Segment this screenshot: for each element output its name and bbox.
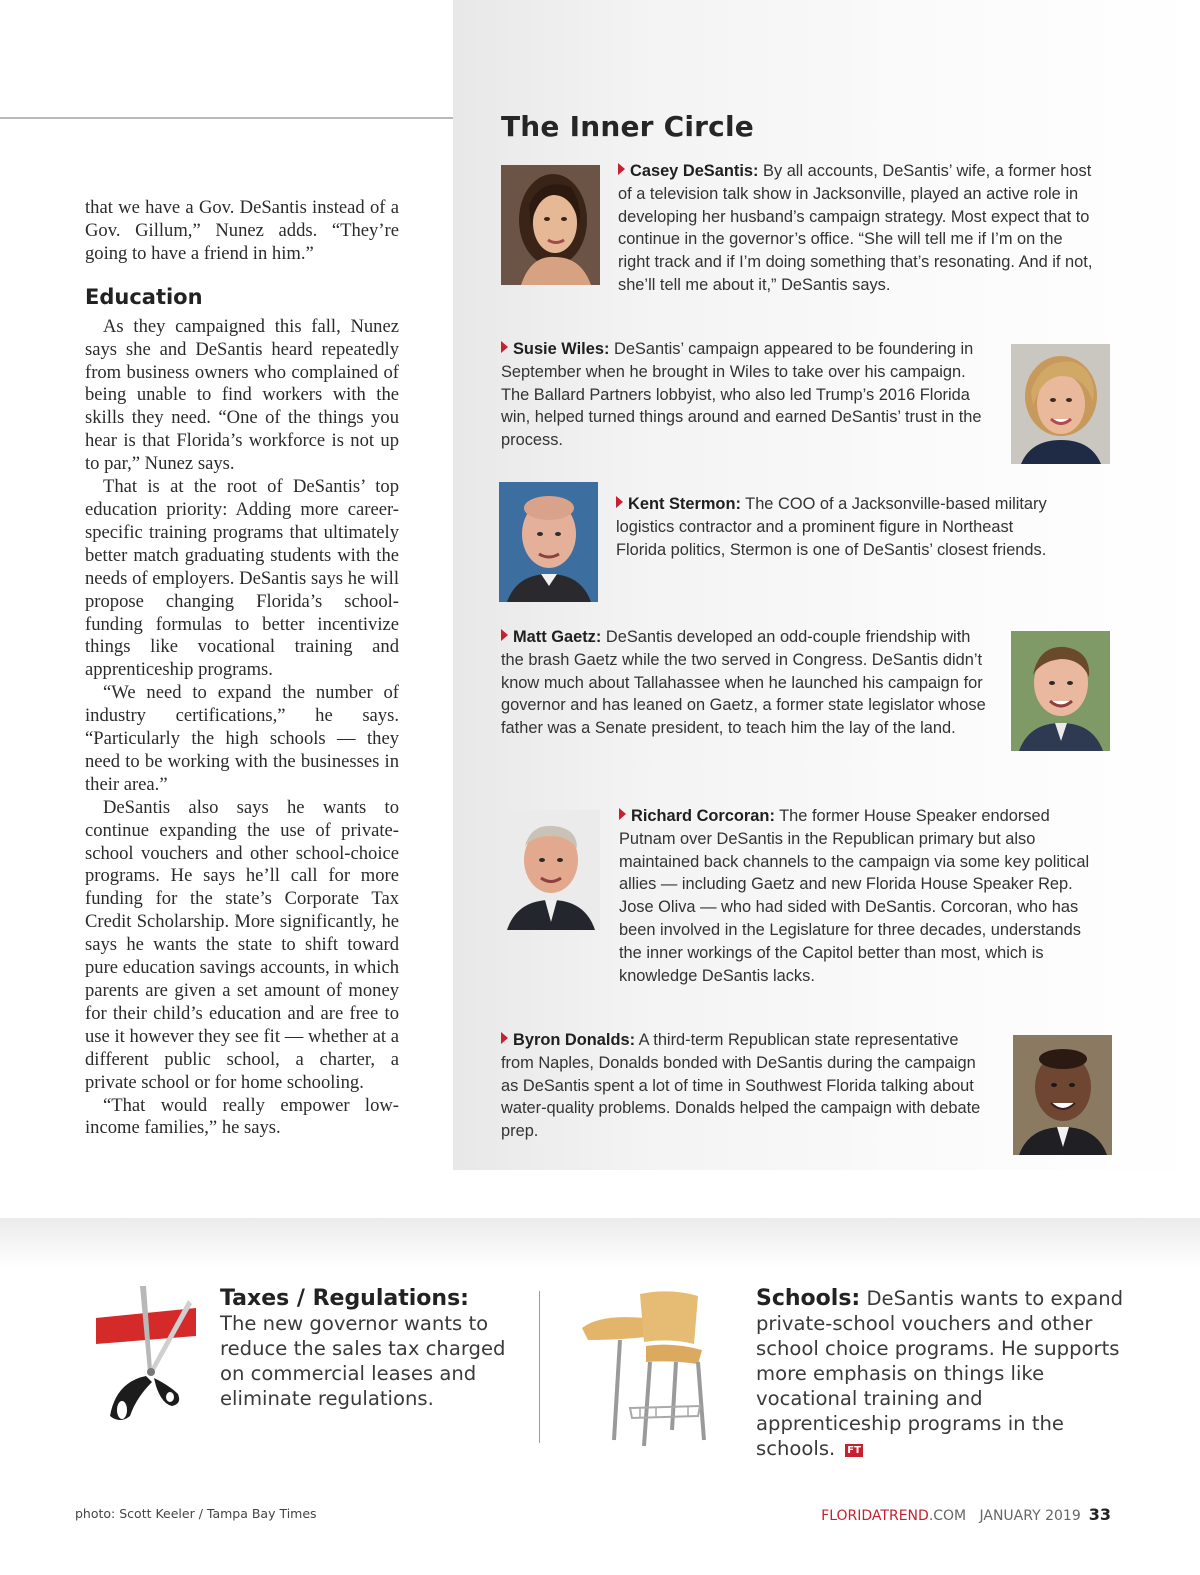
entry-text: DeSantis developed an odd-couple friendship with the brash Gaetz while the two served in Congress. DeSantis didn’t know much about Tallahassee when he launched his campaign for governor and has leaned on Gaetz, a former state legislator whose father was a Senate president, to teach him the lay of the land. [501, 628, 986, 738]
entry-kent-stermon [616, 493, 1056, 561]
entry-name: Casey DeSantis: [630, 162, 759, 180]
article-paragraph: That is at the root of DeSantis’ top education priority: Adding more career-specific training programs that ultimately better match graduating students with the needs of employers. DeSantis says he will propose changing Florida’s school-funding formulas to better incentivize things like vocational training and apprenticeship programs. [85, 476, 399, 681]
entry-casey-desantis [618, 160, 1093, 297]
top-rule [0, 117, 453, 119]
school-desk-icon [580, 1290, 730, 1450]
triangle-bullet-icon [616, 496, 623, 508]
section-heading: Education [85, 284, 203, 309]
portrait-casey-desantis [501, 165, 600, 285]
site-name[interactable]: FLORIDATREND [821, 1508, 929, 1524]
schools-block [756, 1286, 1126, 1461]
entry-matt-gaetz [501, 626, 986, 740]
portrait-richard-corcoran [501, 810, 600, 930]
triangle-bullet-icon [501, 629, 508, 641]
article-paragraph: As they campaigned this fall, Nunez says she and DeSantis heard repeatedly from business owners who complained of being unable to find workers with the skills they need. “One of the things you hear is that Florida’s workforce is not up to par,” Nunez says. [85, 315, 399, 475]
ft-logo: FT [847, 1445, 861, 1456]
scissors-ribbon-icon [96, 1286, 196, 1426]
bottom-band [0, 1218, 1200, 1268]
entry-name: Richard Corcoran: [631, 807, 775, 825]
portrait-susie-wiles [1011, 344, 1110, 464]
sidebar-title: The Inner Circle [501, 110, 754, 143]
schools-heading: Schools: [756, 1286, 861, 1311]
taxes-block [220, 1286, 520, 1411]
portrait-matt-gaetz [1011, 631, 1110, 751]
entry-name: Byron Donalds: [513, 1031, 636, 1049]
triangle-bullet-icon [501, 341, 508, 353]
entry-text: A third-term Republican state representative from Naples, Donalds bonded with DeSantis during the campaign as DeSantis spent a lot of time in Southwest Florida talking about water-quality problems. Donalds helped the campaign with debate prep. [501, 1031, 981, 1141]
entry-susie-wiles [501, 338, 991, 452]
entry-text: By all accounts, DeSantis’ wife, a former host of a television talk show in Jacksonville, played an active role in developing her husband’s campaign strategy. Most expect that to continue in the governor’s office. “She will tell me if I’m on the right track and if I’m doing something that’s resonating. And if not, she’ll tell me about it,” DeSantis says. [618, 162, 1093, 294]
site-domain[interactable]: .COM [928, 1508, 967, 1524]
triangle-bullet-icon [619, 808, 626, 820]
article-paragraph: “We need to expand the number of industry certifications,” he says. “Particularly the high schools — they need to be working with the businesses in their area.” [85, 682, 399, 795]
page-number: 33 [1088, 1505, 1111, 1524]
entry-name: Matt Gaetz: [513, 628, 602, 646]
entry-text: The former House Speaker endorsed Putnam over DeSantis in the Republican primary but also maintained back channels to the campaign via some key political allies — including Gaetz and new Florida House Speaker Rep. Jose Oliva — who had sided with DeSantis. Corcoran, who has been involved in the Legislature for three decades, understands the inner workings of the Capitol better than most, which is knowledge DeSantis lacks. [619, 807, 1090, 985]
entry-name: Kent Stermon: [628, 495, 741, 513]
issue-date: JANUARY 2019 [979, 1508, 1081, 1524]
triangle-bullet-icon [501, 1032, 508, 1044]
portrait-byron-donalds [1013, 1035, 1112, 1155]
schools-text: DeSantis wants to expand private-school vouchers and other school choice programs. He supports more emphasis on things like vocational training and apprenticeship programs in the schools. [756, 1287, 1124, 1460]
triangle-bullet-icon [618, 163, 625, 175]
entry-richard-corcoran [619, 805, 1104, 987]
page-footer [821, 1505, 1111, 1524]
article-column [85, 197, 399, 1140]
column-divider [539, 1291, 540, 1443]
portrait-kent-stermon [499, 482, 598, 602]
photo-credit: photo: Scott Keeler / Tampa Bay Times [75, 1506, 317, 1521]
entry-text: The COO of a Jacksonville-based military logistics contractor and a prominent figure in Northeast Florida politics, Stermon is one of DeSantis’ closest friends. [616, 495, 1047, 559]
entry-text: DeSantis’ campaign appeared to be foundering in September when he brought in Wiles to take over his campaign. The Ballard Partners lobbyist, who also led Trump’s 2016 Florida win, helped turned things around and earned DeSantis’ trust in the process. [501, 340, 982, 450]
article-paragraph: “That would really empower low-income families,” he says. [85, 1094, 399, 1139]
entry-byron-donalds [501, 1029, 991, 1143]
taxes-heading: Taxes / Regulations: [220, 1286, 469, 1311]
entry-name: Susie Wiles: [513, 340, 610, 358]
article-intro-paragraph: that we have a Gov. DeSantis instead of a Gov. Gillum,” Nunez adds. “They’re going to have a friend in him.” [85, 197, 399, 264]
taxes-text: The new governor wants to reduce the sales tax charged on commercial leases and eliminate regulations. [220, 1312, 506, 1410]
article-paragraph: DeSantis also says he wants to continue expanding the use of private-school vouchers and other school-choice programs. He says he’ll call for more funding for the state’s Corporate Tax Credit Scholarship. More significantly, he says he wants the state to shift toward pure education savings accounts, in which parents are given a set amount of money for their child’s education and are free to use it however they see fit — whether at a different public school, a charter, a private school or for home schooling. [85, 796, 399, 1093]
